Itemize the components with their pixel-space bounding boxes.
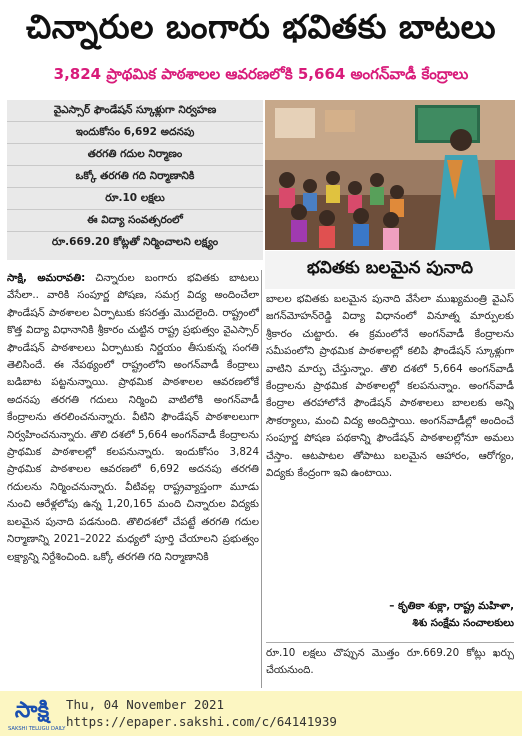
edition-date: Thu, 04 November 2021 (66, 697, 225, 712)
epaper-link[interactable]: https://epaper.sakshi.com/c/64141939 (66, 714, 337, 729)
column-divider (261, 270, 262, 688)
article-subheadline: 3,824 ప్రాథమిక పాఠశాలల ఆవరణలోకి 5,664 అంగన్‌వాడీ కేంద్రాలు (53, 65, 469, 83)
classroom-photo (265, 100, 515, 250)
highlight-line: వైఎస్సార్ ఫౌండేషన్ స్కూళ్లుగా నిర్వహణ (7, 100, 263, 122)
highlight-line: ఇందుకోసం 6,692 అదనపు (7, 122, 263, 144)
article-headline: చిన్నారుల బంగారు భవితకు బాటలు (25, 6, 497, 46)
article-body-continuation: రూ.10 లక్షలు చొప్పున మొత్తం రూ.669.20 కోట్లు ఖర్చు చేయనుంది. (266, 647, 514, 677)
highlight-line: ఒక్కో తరగతి గది నిర్మాణానికి (7, 166, 263, 188)
article-body-left (7, 270, 259, 688)
photo-caption: భవితకు బలమైన పునాది (265, 251, 515, 289)
highlight-line: రూ.10 లక్షలు (7, 188, 263, 210)
sakshi-logo (8, 697, 66, 733)
quote-body: బాలల భవితకు బలమైన పునాది వేసేలా ముఖ్యమంత్రి వైఎస్ జగన్‌మోహన్‌రెడ్డి విద్యా విధానంలో వినూత్న మార్పులకు శ్రీకారం చుట్టారు. ఈ క్రమంలోనే అంగన్‌వాడీ కేంద్రాలను సమీపంలోని ప్రాథమిక పాఠశాలల్లో కలిపి ఫౌండేషన్ స్కూళ్లుగా వాటిని మార్పు చేస్తున్నాం. తొలి దశలో 5,664 అంగన్‌వాడీ కేంద్రాలను ప్రాథమిక పాఠశాలల్లో కలపనున్నాం. అంగన్‌వాడీ కేంద్రాల తరహాలోనే ఫౌండేషన్ పాఠశాలలు బాలలకు అన్ని సౌకర్యాలు, మంచి విద్య అందిస్తాయి. అంగన్‌వాడీల్లో అందించే సంపూర్ణ పోషణ పథకాన్ని ఫౌండేషన్ పాఠశాలల్లోనూ అమలు చేస్తాం. ఆటపాటల తోపాటు బలమైన ఆహారం, ఆరోగ్యం, విద్యకు కేంద్రంగా ఇవి ఉంటాయి. (266, 293, 514, 480)
highlight-line: తరగతి గదుల నిర్మాణం (7, 144, 263, 166)
quote-attribution (266, 598, 514, 638)
highlight-line: రూ.669.20 కోట్లతో నిర్మించాలని లక్ష్యం (51, 236, 219, 248)
attribution-title: శిశు సంక్షేమ సంచాలకులు (412, 617, 514, 630)
highlight-line: ఈ విద్యా సంవత్సరంలో (7, 210, 263, 232)
attribution-name: – కృతికా శుక్లా, రాష్ట్ర మహిళా, (389, 600, 514, 612)
body-text: చిన్నారుల బంగారు భవితకు బాటలు వేసేలా.. వారికి సంపూర్ణ పోషణ, సమగ్ర విద్య అందించేలా ఫౌండేషన్ పాఠశాలల ఏర్పాటుకు కసరత్తు మొదలైంది. రాష్ట్రంలో కొత్త విద్యా విధానానికి శ్రీకారం చుట్టిన రాష్ట్ర ప్రభుత్వం వైఎస్సార్ ఫౌండేషన్ పాఠశాలలు ఏర్పాటుకు నిర్ణయం తీసుకున్న సంగతి తెలిసిందే. ఈ నేపథ్యంలో రాష్ట్రంలోని అంగన్‌వాడీ కేంద్రాలు బడిబాట పట్టనున్నాయి. ప్రాథమిక పాఠశాలల ఆవరణలోకే అదనపు తరగతి గదులు నిర్మించి వాటిలోకి అంగన్‌వాడీ కేంద్రాలను తరలించనున్నారు. వీటిని ఫౌండేషన్ పాఠశాలలుగా నిర్వహించనున్నారు. తొలి దశలో 5,664 అంగన్‌వాడీ కేంద్రాలను ప్రాథమిక పాఠశాలల్లో కలపనున్నారు. ఇందుకోసం 3,824 ప్రాథమిక పాఠశాలల ఆవరణలో 6,692 అదనపు తరగతి గదులను నిర్మించనున్నారు. వీటివల్ల రాష్ట్రవ్యాప్తంగా మూడు నుంచి ఆరేళ్లలోపు ఉన్న 1,20,165 మంది చిన్నారుల విద్యకు బలమైన పునాది పడనుంది. తొలిదశలో చేపట్టే తరగతి గదుల నిర్మాణాన్ని 2021–2022 మధ్యలో పూర్తి చేయాలని ప్రభుత్వం లక్ష్యాన్ని నిర్దేశించింది. ఒక్కో తరగతి గది నిర్మాణానికి (7, 272, 259, 563)
section-divider (266, 642, 514, 643)
logo-tagline: SAKSHI TELUGU DAILY (8, 726, 66, 732)
logo-word: సాక్షి (14, 698, 50, 723)
highlights-box (7, 100, 263, 260)
dateline: సాక్షి, అమరావతి: (7, 272, 86, 284)
classroom-photo-illustration (265, 100, 515, 250)
